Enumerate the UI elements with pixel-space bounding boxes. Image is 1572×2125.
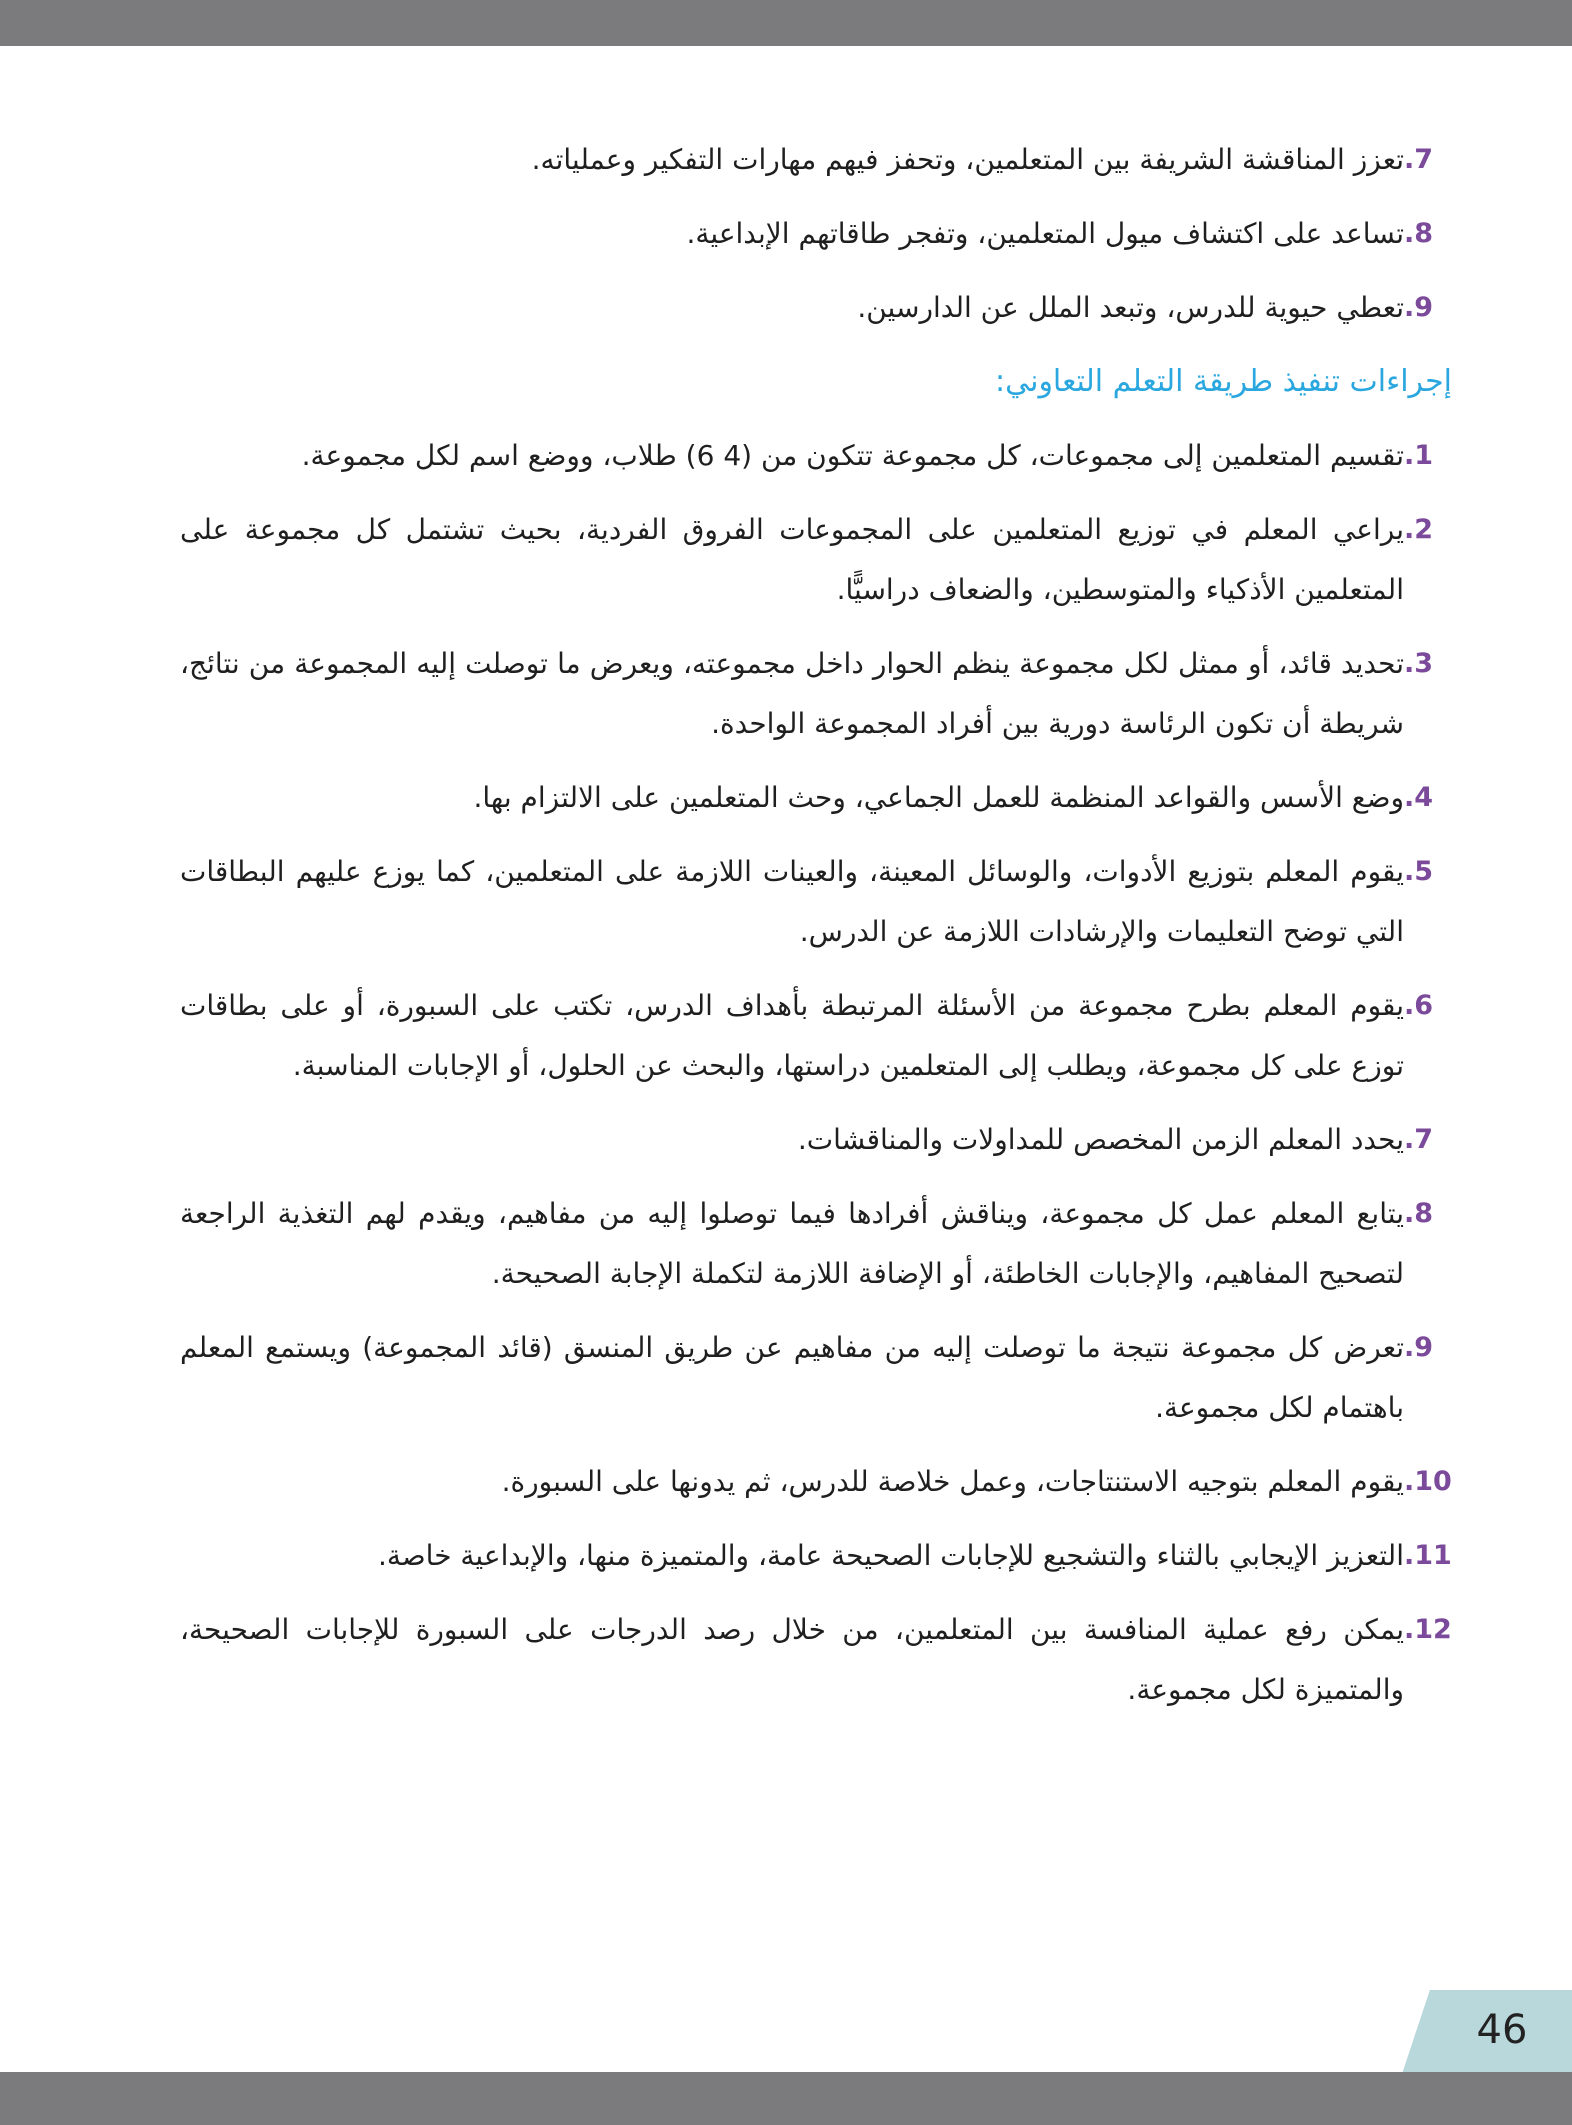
list-item [180, 130, 1452, 190]
item-text: يقوم المعلم بطرح مجموعة من الأسئلة المرتبطة بأهداف الدرس، تكتب على السبورة، أو على بطاقات توزع على كل مجموعة، ويطلب إلى المتعلمين دراستها، والبحث عن الحلول، أو الإجابات المناسبة. [180, 989, 1404, 1082]
list-item [180, 1526, 1452, 1586]
section-heading: إجراءات تنفيذ طريقة التعلم التعاوني: [994, 364, 1452, 399]
item-number: .4 [1404, 782, 1434, 813]
list-item [180, 1184, 1452, 1304]
page-number: 46 [1476, 2007, 1528, 2053]
item-number: .3 [1404, 648, 1434, 679]
bottom-footer-bar [0, 2072, 1572, 2125]
item-text: يحدد المعلم الزمن المخصص للمداولات والمناقشات. [797, 1123, 1404, 1156]
item-number: .11 [1404, 1540, 1452, 1571]
list-item [180, 634, 1452, 754]
list-item [180, 768, 1452, 828]
item-text: تعزز المناقشة الشريفة بين المتعلمين، وتحفز فيهم مهارات التفكير وعملياته. [531, 143, 1404, 176]
list-item [180, 842, 1452, 962]
item-text: يراعي المعلم في توزيع المتعلمين على المجموعات الفروق الفردية، بحيث تشتمل كل مجموعة على المتعلمين الأذكياء والمتوسطين، والضعاف دراسيًّا. [180, 513, 1404, 606]
list-item [180, 500, 1452, 620]
item-text: وضع الأسس والقواعد المنظمة للعمل الجماعي، وحث المتعلمين على الالتزام بها. [473, 781, 1404, 814]
list-item [180, 204, 1452, 264]
list-item [180, 976, 1452, 1096]
list-item [180, 1318, 1452, 1438]
list-item [180, 1600, 1452, 1720]
item-number: .1 [1404, 440, 1434, 471]
item-text: تعرض كل مجموعة نتيجة ما توصلت إليه من مفاهيم عن طريق المنسق (قائد المجموعة) ويستمع المعلم باهتمام لكل مجموعة. [180, 1331, 1404, 1424]
page-content [180, 130, 1452, 1734]
item-number: .2 [1404, 514, 1434, 545]
list-item [180, 1110, 1452, 1170]
list-item [180, 426, 1452, 486]
item-text: التعزيز الإيجابي بالثناء والتشجيع للإجابات الصحيحة عامة، والمتميزة منها، والإبداعية خاصة. [377, 1539, 1404, 1572]
item-number: .7 [1404, 1124, 1434, 1155]
item-text: يقوم المعلم بتوزيع الأدوات، والوسائل المعينة، والعينات اللازمة على المتعلمين، كما يوزع عليهم البطاقات التي توضح التعليمات والإرشادات اللازمة عن الدرس. [180, 855, 1404, 948]
item-number: .6 [1404, 990, 1434, 1021]
list-item [180, 1452, 1452, 1512]
item-number: .10 [1404, 1466, 1452, 1497]
item-text: يقوم المعلم بتوجيه الاستنتاجات، وعمل خلاصة للدرس، ثم يدونها على السبورة. [501, 1465, 1404, 1498]
item-text: يمكن رفع عملية المنافسة بين المتعلمين، من خلال رصد الدرجات على السبورة للإجابات الصحيحة، والمتميزة لكل مجموعة. [180, 1613, 1404, 1706]
top-header-bar [0, 0, 1572, 46]
item-number: .9 [1404, 1332, 1434, 1363]
item-number: .5 [1404, 856, 1434, 887]
item-text: يتابع المعلم عمل كل مجموعة، ويناقش أفرادها فيما توصلوا إليه من مفاهيم، ويقدم لهم التغذية الراجعة لتصحيح المفاهيم، والإجابات الخاطئة، أو الإضافة اللازمة لتكملة الإجابة الصحيحة. [180, 1197, 1404, 1290]
item-number: .9 [1404, 292, 1434, 323]
item-text: تحديد قائد، أو ممثل لكل مجموعة ينظم الحوار داخل مجموعته، ويعرض ما توصلت إليه المجموعة من نتائج، شريطة أن تكون الرئاسة دورية بين أفراد المجموعة الواحدة. [180, 647, 1404, 740]
benefits-list [180, 130, 1452, 338]
procedures-list [180, 426, 1452, 1720]
item-text: تعطي حيوية للدرس، وتبعد الملل عن الدارسين. [857, 291, 1404, 324]
list-item [180, 278, 1452, 338]
item-number: .7 [1404, 144, 1434, 175]
item-number: .8 [1404, 218, 1434, 249]
item-number: .8 [1404, 1198, 1434, 1229]
item-number: .12 [1404, 1614, 1452, 1645]
item-text: تقسيم المتعلمين إلى مجموعات، كل مجموعة تتكون من (4 6) طلاب، ووضع اسم لكل مجموعة. [301, 439, 1404, 472]
item-text: تساعد على اكتشاف ميول المتعلمين، وتفجر طاقاتهم الإبداعية. [686, 217, 1404, 250]
